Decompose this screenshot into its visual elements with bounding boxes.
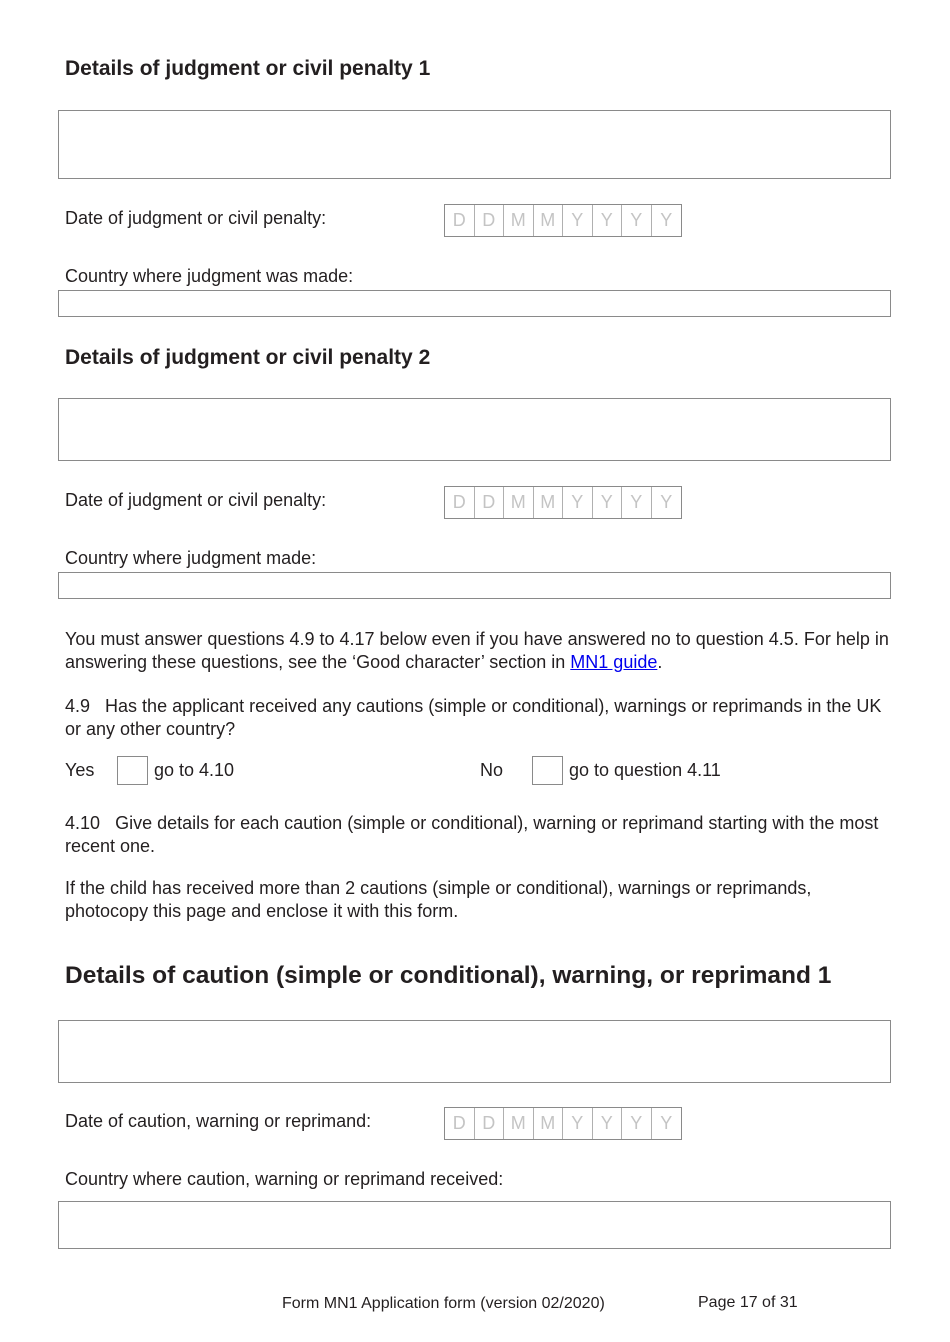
judgment1-date-field[interactable] [444, 204, 682, 237]
date-digit-year[interactable]: Y [660, 492, 673, 512]
instructions-text-end: . [657, 652, 663, 672]
caution1-date-field[interactable] [444, 1107, 682, 1140]
question-text: Has the applicant received any cautions (simple or conditional), warnings or reprimands in the UK or any other country? [65, 696, 882, 739]
question-4-10 [65, 812, 895, 858]
photocopy-note: If the child has received more than 2 cautions (simple or conditional), warnings or reprimands, photocopy this page and enclose it with this form. [65, 878, 812, 921]
date-digit-year[interactable]: Y [563, 1108, 593, 1139]
footer-form-name: Form MN1 Application form (version 02/2020) [282, 1295, 605, 1312]
date-digit-month[interactable]: M [534, 487, 564, 518]
footer-page-number: Page 17 of 31 [698, 1294, 798, 1311]
date-digit-month[interactable]: M [504, 205, 534, 236]
question-number: 4.10 [65, 813, 101, 833]
date-digit-month[interactable]: M [504, 487, 534, 518]
date-digit-year[interactable]: Y [622, 487, 652, 518]
date-digit-month[interactable]: M [534, 205, 564, 236]
judgment2-details-field[interactable] [58, 398, 891, 461]
judgment2-date-field[interactable] [444, 486, 682, 519]
caution1-country-label: Country where caution, warning or reprimand received: [65, 1169, 504, 1189]
date-digit-year[interactable]: Y [622, 1108, 652, 1139]
date-digit-month[interactable]: M [504, 1108, 534, 1139]
section3-heading: Details of caution (simple or conditional), warning, or reprimand 1 [65, 962, 832, 989]
question-4-9 [65, 695, 895, 741]
no-goto-text: go to question 4.11 [569, 760, 721, 780]
judgment2-date-label: Date of judgment or civil penalty: [65, 490, 327, 510]
date-digit-year[interactable]: Y [593, 205, 623, 236]
date-digit-year[interactable]: Y [660, 1113, 673, 1133]
section2-heading: Details of judgment or civil penalty 2 [65, 346, 431, 369]
date-digit-year[interactable]: Y [593, 487, 623, 518]
yes-checkbox[interactable] [117, 756, 148, 785]
question-text: Give details for each caution (simple or conditional), warning or reprimand starting with the most recent one. [65, 813, 879, 856]
judgment1-date-label: Date of judgment or civil penalty: [65, 208, 327, 228]
date-digit-year[interactable]: Y [563, 205, 593, 236]
date-digit-day[interactable]: D [475, 1108, 505, 1139]
mn1-guide-link[interactable]: MN1 guide [570, 652, 658, 672]
judgment2-country-label: Country where judgment made: [65, 548, 317, 568]
date-digit-day[interactable]: D [475, 487, 505, 518]
date-digit-year[interactable]: Y [563, 487, 593, 518]
date-digit-day[interactable]: D [445, 1108, 475, 1139]
yes-goto-text: go to 4.10 [154, 760, 235, 780]
section1-heading: Details of judgment or civil penalty 1 [65, 57, 431, 80]
date-digit-year[interactable]: Y [622, 205, 652, 236]
judgment1-details-field[interactable] [58, 110, 891, 179]
judgment1-country-label: Country where judgment was made: [65, 266, 354, 286]
question-number: 4.9 [65, 696, 91, 716]
no-label: No [480, 760, 504, 780]
caution1-details-field[interactable] [58, 1020, 891, 1083]
instructions-text: You must answer questions 4.9 to 4.17 below even if you have answered no to question 4.5. For help in answering these questions, see the ‘Good character’ section in [65, 629, 889, 672]
instructions-paragraph [65, 628, 895, 674]
judgment1-country-field[interactable] [58, 290, 891, 317]
date-digit-year[interactable]: Y [660, 210, 673, 230]
judgment2-country-field[interactable] [58, 572, 891, 599]
yes-label: Yes [65, 760, 95, 780]
date-digit-day[interactable]: D [445, 205, 475, 236]
caution1-country-field[interactable] [58, 1201, 891, 1249]
no-checkbox[interactable] [532, 756, 563, 785]
caution1-date-label: Date of caution, warning or reprimand: [65, 1111, 372, 1131]
date-digit-month[interactable]: M [534, 1108, 564, 1139]
date-digit-day[interactable]: D [445, 487, 475, 518]
date-digit-day[interactable]: D [475, 205, 505, 236]
date-digit-year[interactable]: Y [593, 1108, 623, 1139]
